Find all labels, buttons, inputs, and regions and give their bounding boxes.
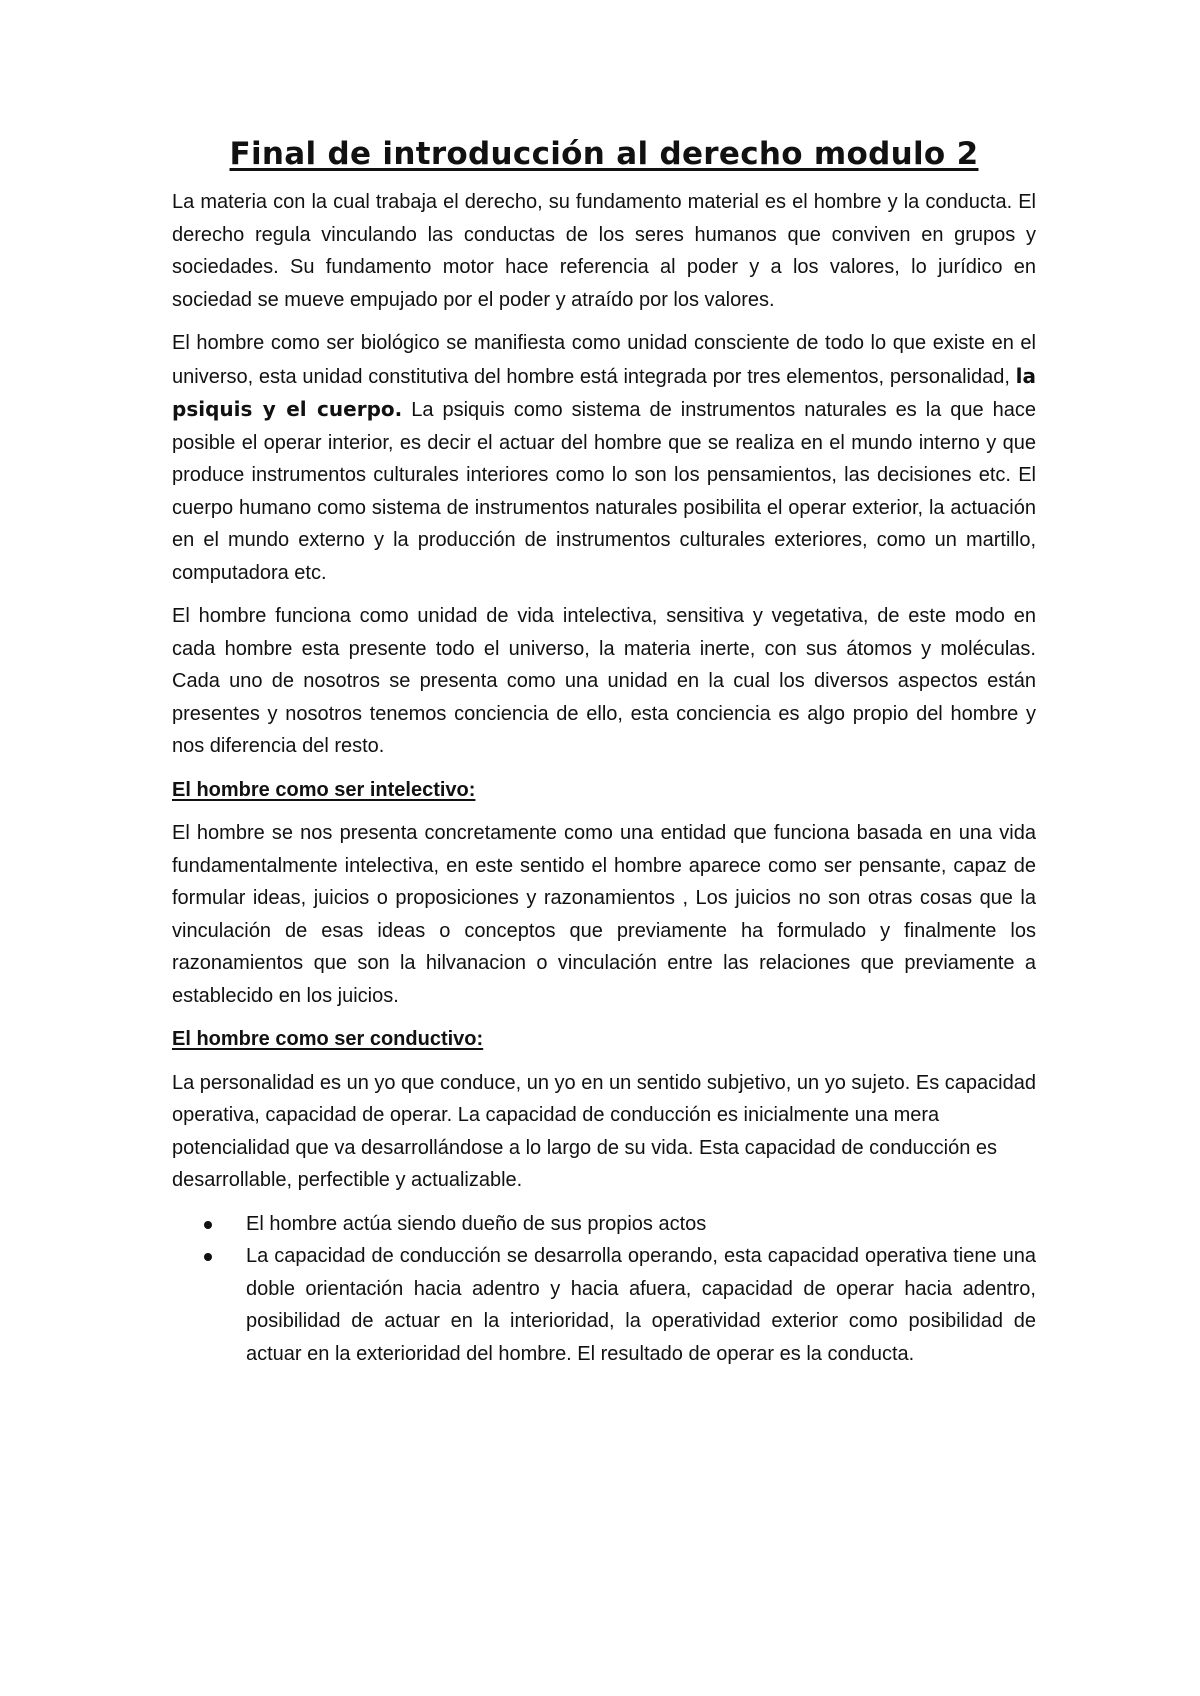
paragraph-text-after-bold: La psiquis como sistema de instrumentos naturales es la que hace posible el operar interior, es decir el actuar del hombre que se realiza en el mundo interno y que produce instrumentos culturales interiores como lo son los pensamientos, las decisiones etc. El cuerpo humano como sistema de instrumentos naturales posibilita el operar exterior, la actuación en el mundo externo y la producción de instrumentos culturales exteriores, como un martillo, computadora etc. (172, 399, 1036, 584)
paragraph-materia: La materia con la cual trabaja el derecho, su fundamento material es el hombre y la conducta. El derecho regula vinculando las conductas de los seres humanos que conviven en grupos y sociedades. Su fundamento motor hace referencia al poder y a los valores, lo jurídico en sociedad se mueve empujado por el poder y atraído por los valores. (172, 191, 1036, 311)
section-heading-conductivo: El hombre como ser conductivo: (172, 1028, 484, 1050)
section-heading-intelectivo: El hombre como ser intelectivo: (172, 778, 476, 801)
paragraph-intelectivo: El hombre se nos presenta concretamente como una entidad que funciona basada en una vida fundamentalmente intelectiva, en este sentido el hombre aparece como ser pensante, capaz de formular ideas, juicios o proposiciones y razonamientos , Los juicios no son otras cosas que la vinculación de esas ideas o conceptos que previamente ha formulado y finalmente los razonamientos que son la hilvanacion o vinculación entre las relaciones que previamente a establecido en los juicios. (172, 822, 1036, 1007)
list-item-text: El hombre actúa siendo dueño de sus propios actos (246, 1212, 707, 1235)
bullet-dot-icon (204, 1221, 212, 1229)
document-page (172, 136, 1036, 1370)
paragraph-text-before-bold: El hombre como ser biológico se manifiesta como unidad consciente de todo lo que existe en el universo, esta unidad constitutiva del hombre está integrada por tres elementos, personalidad, (172, 332, 1036, 388)
list-item (246, 1240, 1036, 1370)
bullet-dot-icon (204, 1253, 212, 1261)
bold-phrase: la psiquis y el cuerpo. (172, 363, 1036, 421)
paragraph-ser-biologico (172, 327, 1036, 589)
document-title: Final de introducción al derecho modulo 2 (229, 136, 979, 172)
list-item-text: La capacidad de conducción se desarrolla operando, esta capacidad operativa tiene una doble orientación hacia adentro y hacia afuera, capacidad de operar hacia adentro, posibilidad de actuar en la interioridad, la operatividad exterior como posibilidad de actuar en la exterioridad del hombre. El resultado de operar es la conducta. (246, 1245, 1036, 1365)
bullet-list (172, 1208, 1036, 1371)
paragraph-conductivo: La personalidad es un yo que conduce, un yo en un sentido subjetivo, un yo sujeto. Es capacidad operativa, capacidad de operar. La capacidad de conducción es inicialmente una mera potencialidad que va desarrollándose a lo largo de su vida. Esta capacidad de conducción es desarrollable, perfectible y actualizable. (172, 1071, 1036, 1191)
paragraph-unidad-de-vida: El hombre funciona como unidad de vida intelectiva, sensitiva y vegetativa, de este modo en cada hombre esta presente todo el universo, la materia inerte, con sus átomos y moléculas. Cada uno de nosotros se presenta como una unidad en la cual los diversos aspectos están presentes y nosotros tenemos conciencia de ello, esta conciencia es algo propio del hombre y nos diferencia del resto. (172, 605, 1036, 757)
list-item (246, 1208, 1036, 1241)
